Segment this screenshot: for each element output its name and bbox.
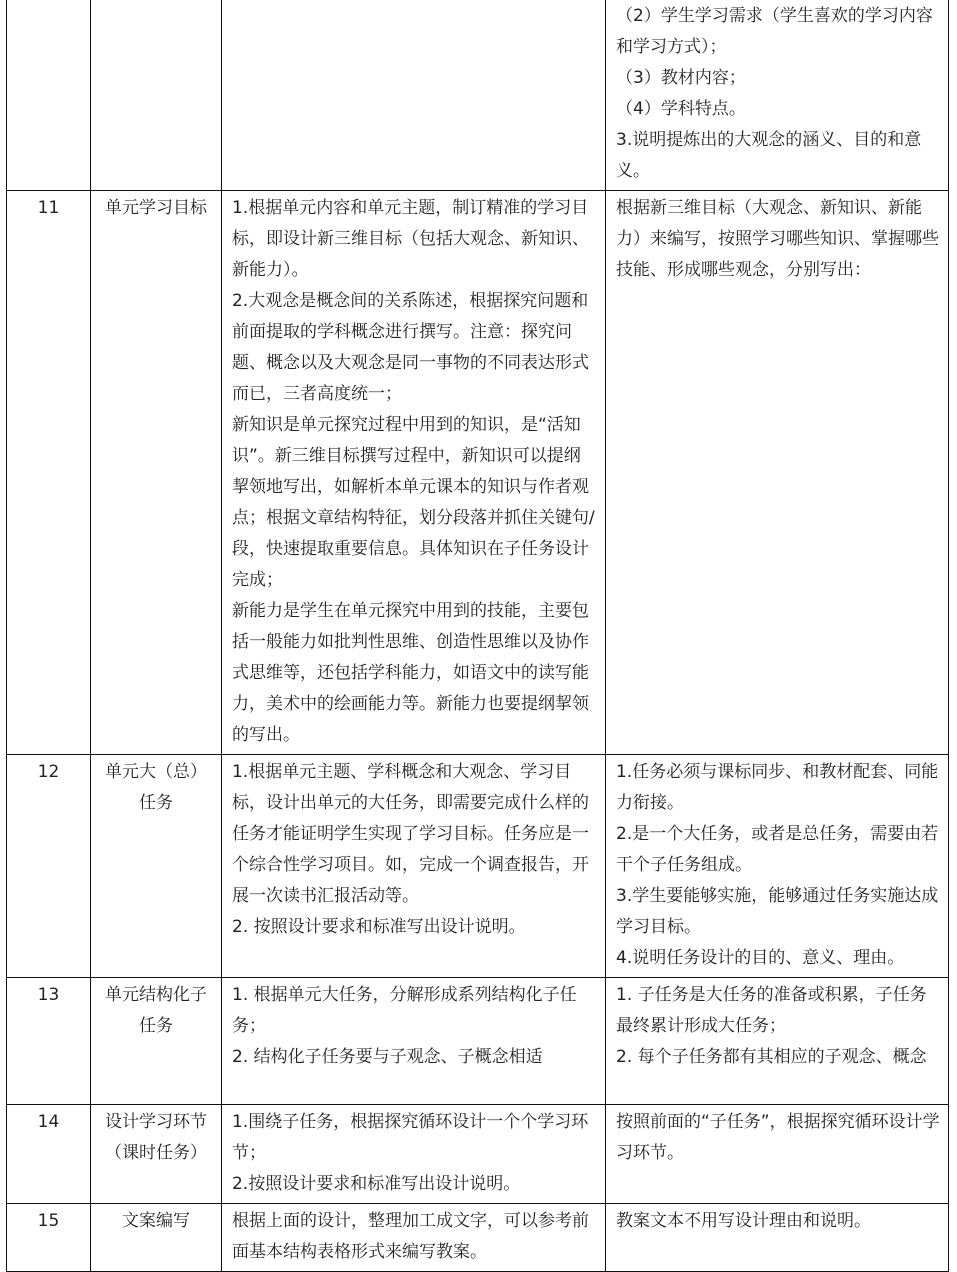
row-notes xyxy=(606,191,949,755)
row-requirements xyxy=(222,191,606,755)
table-row-14 xyxy=(7,1105,949,1204)
row-number: 13 xyxy=(7,978,91,1105)
table-row-12 xyxy=(7,755,949,978)
requirement-line: 2.按照设计要求和标准写出设计说明。 xyxy=(232,1174,521,1194)
requirement-line: 1.围绕子任务，根据探究循环设计一个个学习环节； xyxy=(232,1112,589,1163)
row-item: 设计学习环节（课时任务） xyxy=(91,1105,222,1204)
row-requirements xyxy=(222,0,606,191)
requirement-line: 新知识是单元探究过程中用到的知识，是“活知识”。新三维目标撰写过程中，新知识可以提纲挈领地写出，如解析本单元课本的知识与作者观点；根据文章结构特征，划分段落并抓住关键句/段，快速提取重要信息。具体知识在子任务设计完成； xyxy=(232,415,595,590)
note-line: 根据新三维目标（大观念、新知识、新能力）来编写，按照学习哪些知识、掌握哪些技能、形成哪些观念，分别写出： xyxy=(616,198,939,280)
row-notes xyxy=(606,1105,949,1204)
note-line: 1. 子任务是大任务的准备或积累，子任务最终累计形成大任务； xyxy=(616,985,927,1036)
design-table xyxy=(6,0,949,1272)
requirement-line: 2. 按照设计要求和标准写出设计说明。 xyxy=(232,917,526,937)
row-notes xyxy=(606,0,949,191)
note-line: （4）学科特点。 xyxy=(616,99,746,119)
row-requirements xyxy=(222,1105,606,1204)
requirement-line: 1. 根据单元大任务，分解形成系列结构化子任务； xyxy=(232,985,577,1036)
row-item xyxy=(91,0,222,191)
note-line: 1.任务必须与课标同步、和教材配套、同能力衔接。 xyxy=(616,762,939,813)
table-row-15 xyxy=(7,1204,949,1272)
row-number xyxy=(7,0,91,191)
row-number: 12 xyxy=(7,755,91,978)
row-requirements xyxy=(222,755,606,978)
requirement-line: 1.根据单元内容和单元主题，制订精准的学习目标，即设计新三维目标（包括大观念、新知识、新能力）。 xyxy=(232,198,589,280)
row-notes xyxy=(606,755,949,978)
note-line: （2）学生学习需求（学生喜欢的学习内容和学习方式）； xyxy=(616,6,933,57)
requirement-line: 1.根据单元主题、学科概念和大观念、学习目标，设计出单元的大任务，即需要完成什么样的任务才能证明学生实现了学习目标。任务应是一个综合性学习项目。如，完成一个调查报告，开展一次读书汇报活动等。 xyxy=(232,762,589,906)
table-row-13 xyxy=(7,978,949,1105)
note-line: 2. 每个子任务都有其相应的子观念、概念 xyxy=(616,1047,927,1067)
row-item: 单元大（总）任务 xyxy=(91,755,222,978)
note-line: 按照前面的“子任务”，根据探究循环设计学习环节。 xyxy=(616,1112,940,1163)
requirement-line: 2.大观念是概念间的关系陈述，根据探究问题和前面提取的学科概念进行撰写。注意：探究问题、概念以及大观念是同一事物的不同表达形式而已，三者高度统一； xyxy=(232,291,589,404)
row-number: 14 xyxy=(7,1105,91,1204)
row-number: 11 xyxy=(7,191,91,755)
note-line: 3.说明提炼出的大观念的涵义、目的和意义。 xyxy=(616,130,922,181)
row-requirements xyxy=(222,978,606,1105)
row-item: 文案编写 xyxy=(91,1204,222,1272)
note-line: （3）教材内容； xyxy=(616,68,746,88)
table-row-11 xyxy=(7,191,949,755)
row-notes xyxy=(606,978,949,1105)
note-line: 2.是一个大任务，或者是总任务，需要由若干个子任务组成。 xyxy=(616,824,939,875)
table-row-continued xyxy=(7,0,949,191)
row-item: 单元学习目标 xyxy=(91,191,222,755)
requirement-line: 2. 结构化子任务要与子观念、子概念相适 xyxy=(232,1047,543,1067)
note-line: 3.学生要能够实施，能够通过任务实施达成学习目标。 xyxy=(616,886,939,937)
row-requirements xyxy=(222,1204,606,1272)
row-notes xyxy=(606,1204,949,1272)
requirement-line: 根据上面的设计，整理加工成文字，可以参考前面基本结构表格形式来编写教案。 xyxy=(232,1211,589,1262)
row-number: 15 xyxy=(7,1204,91,1272)
row-item: 单元结构化子任务 xyxy=(91,978,222,1105)
note-line: 教案文本不用写设计理由和说明。 xyxy=(616,1211,871,1231)
note-line: 4.说明任务设计的目的、意义、理由。 xyxy=(616,948,905,968)
requirement-line: 新能力是学生在单元探究中用到的技能，主要包括一般能力如批判性思维、创造性思维以及协作式思维等，还包括学科能力，如语文中的读写能力，美术中的绘画能力等。新能力也要提纲挈领的写出。 xyxy=(232,601,589,745)
